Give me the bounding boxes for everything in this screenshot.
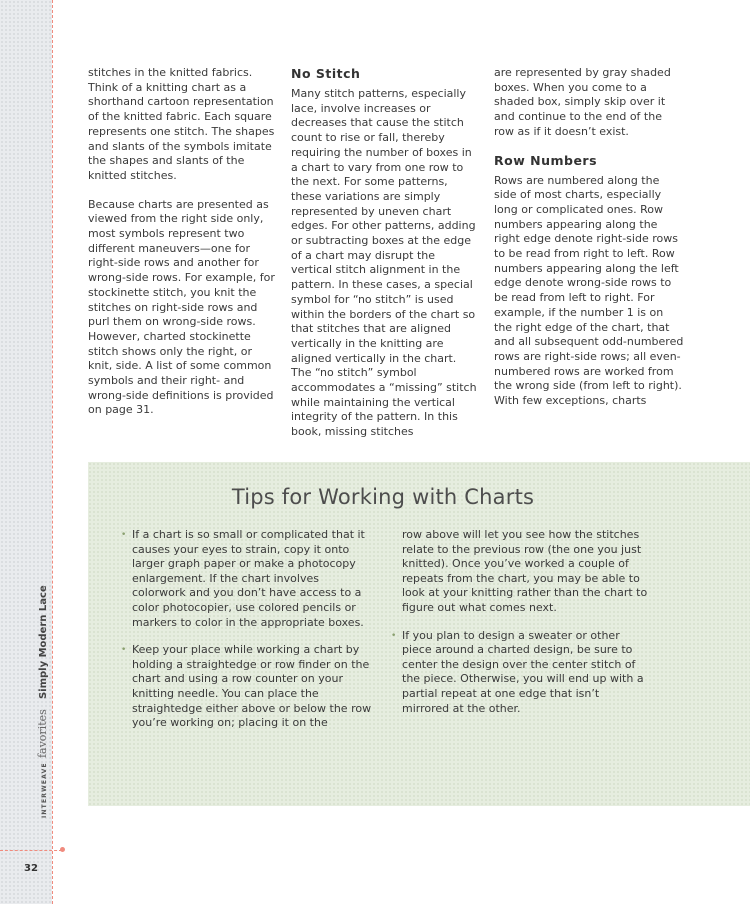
tips-column-left: [121, 528, 376, 731]
paragraph: Rows are numbered along the side of most charts, especially long or complicated ones. Row numbers appearing along the right edge denote right-side rows to be read from right to left. Row numbers appearing along the left edge denote wrong-side rows to be read from left to right. For example, if the number 1 is on the right edge of the chart, that and all subsequent odd-numbered rows are right-side rows; all even-numbered rows are worked from the wrong side (from left to right). With few exceptions, charts: [494, 173, 684, 408]
paragraph: Many stitch patterns, especially lace, involve increases or decreases that cause the stitch count to rise or fall, thereby requiring the number of boxes in a chart to vary from one row to the next. For some patterns, these variations are simply represented by uneven chart edges. For other patterns, adding or subtracting boxes at the edge of a chart may disrupt the vertical stitch alignment in the pattern. In these cases, a special symbol for “no stitch” is used within the borders of the chart so that stitches that are aligned vertically in the knitting are aligned vertically in the chart. The “no stitch” symbol accommodates a “missing” stitch while maintaining the vertical integrity of the pattern. In this book, missing stitches: [291, 87, 477, 439]
running-head-series: favorites: [36, 709, 49, 759]
section-heading-no-stitch: No Stitch: [291, 66, 361, 81]
text-column-2: [291, 66, 479, 440]
bullet-icon: •: [391, 630, 397, 641]
paragraph: are represented by gray shaded boxes. When you come to a shaded box, simply skip over it and continue to the end of the row as if it doesn’t exist.: [494, 66, 671, 138]
text-column-3: [494, 66, 684, 409]
bullet-icon: •: [121, 645, 127, 656]
tips-title: Tips for Working with Charts: [231, 485, 535, 509]
tip-item-continued: row above will let you see how the stitches relate to the previous row (the one you just knitted). Once you’ve worked a couple of repeats from the chart, you may be able to look at your knitting rather than the chart to figure out what comes next.: [402, 528, 648, 614]
running-head-book-title: Simply Modern Lace: [38, 585, 49, 700]
paragraph: Because charts are presented as viewed from the right side only, most symbols represent two different maneuvers—one for right-side rows and another for wrong-side rows. For example, for stockinette stitch, you knit the stitches on right-side rows and purl them on wrong-side rows. However, charted stockinette stitch shows only the right, or knit, side. A list of some common symbols and their right- and wrong-side definitions is provided on page 31.: [88, 197, 275, 417]
section-heading-row-numbers: Row Numbers: [494, 152, 598, 168]
page-number: 32: [24, 863, 38, 874]
tip-item: • Keep your place while working a chart by holding a straightedge or row finder on the chart and using a row counter on your knitting needle. You can place the straightedge either above or below the row you’re working on; placing it on the: [121, 643, 372, 730]
dashed-guide-vertical: [52, 0, 53, 904]
tip-item: • If a chart is so small or complicated that it causes your eyes to strain, copy it onto larger graph paper or make a photocopy enlargement. If the chart involves colorwork and you don’t have access to a color photocopier, use colored pencils or markers to color in the appropriate boxes.: [121, 528, 365, 629]
tips-sidebar: [88, 462, 750, 806]
dashed-guide-horizontal: [0, 850, 62, 851]
tips-column-right: [391, 528, 648, 716]
running-head-publisher: INTERWEAVE: [41, 762, 48, 818]
tip-item: • If you plan to design a sweater or other piece around a charted design, be sure to center the design over the center stitch of the piece. Otherwise, you will end up with a partial repeat at one edge that isn’t mirrored at the other.: [391, 628, 644, 715]
bullet-icon: •: [121, 530, 127, 540]
text-column-1: [88, 66, 276, 418]
paragraph: stitches in the knitted fabrics. Think of a knitting chart as a shorthand cartoon representation of the knitted fabric. Each square represents one stitch. The shapes and slants of the symbols imitate the shapes and slants of the knitted stitches.: [88, 66, 275, 182]
running-head: [36, 585, 49, 818]
guide-marker-dot: [60, 847, 65, 852]
